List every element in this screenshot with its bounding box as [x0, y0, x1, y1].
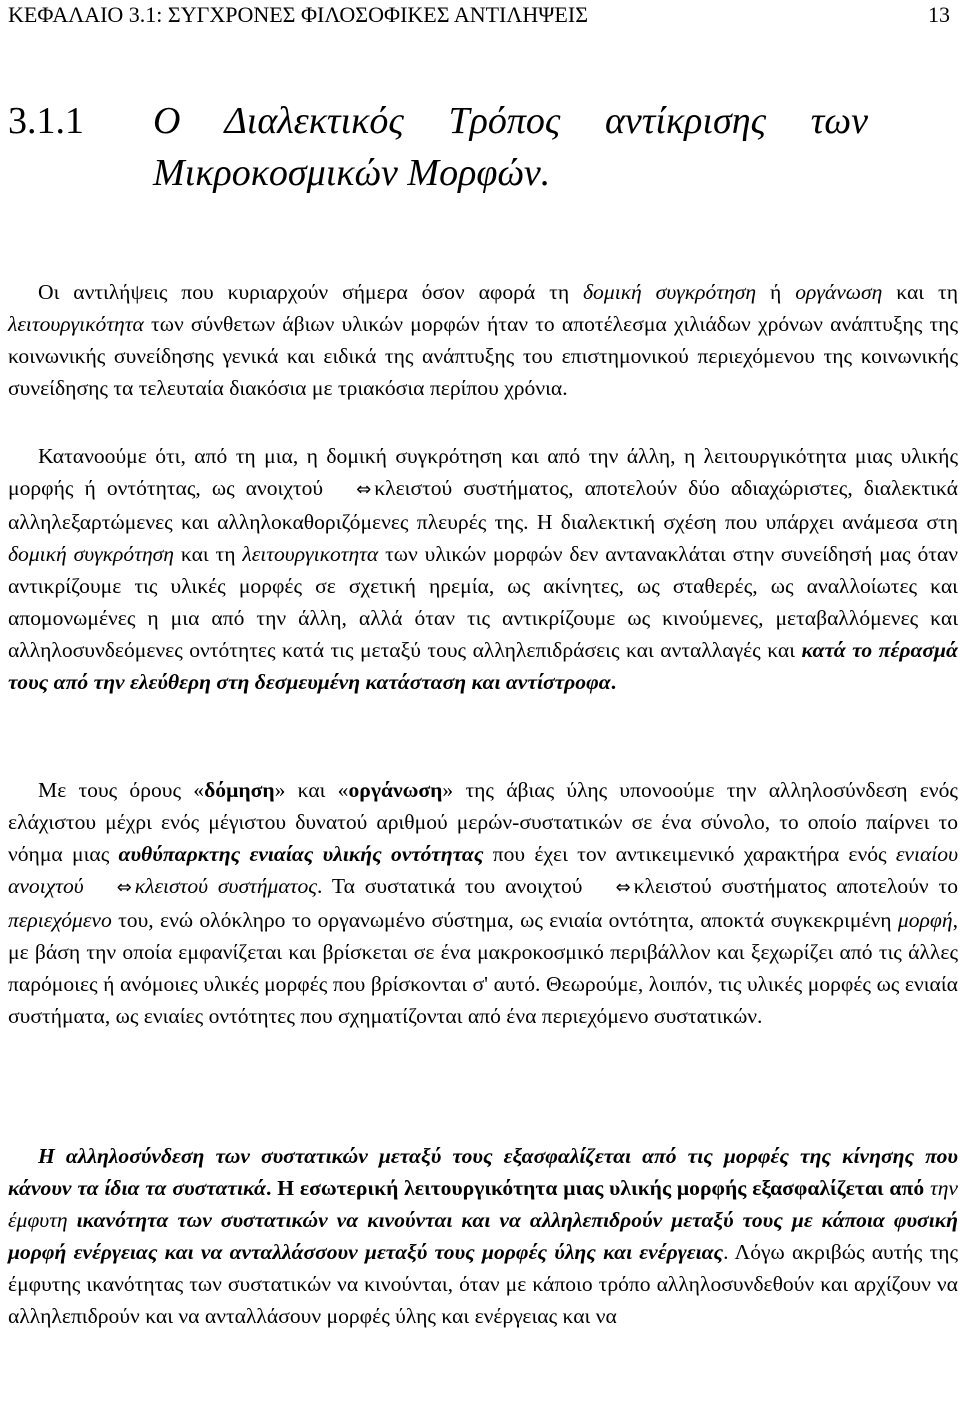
- paragraph-text: [8, 1140, 958, 1332]
- section-title-line-1: Ο Διαλεκτικός Τρόπος αντίκρισης των: [153, 100, 868, 142]
- paragraph-text: [8, 774, 958, 1032]
- italic-term: δομική συγκρότηση: [583, 280, 757, 304]
- text-run: των σύνθετων άβιων υλικών μορφών ήταν το αποτέλεσμα χιλιάδων χρόνων ανάπτυξης της κοινωνικής συνείδησης γενικά και ειδικά της ανάπτυξης του επιστημονικού περιεχόμενου της κοινωνικής συνείδησης τα τελευταία διακόσια με τριακόσια περίπου χρόνια.: [8, 312, 958, 400]
- bold-term: οργάνωση: [348, 778, 443, 802]
- double-arrow-icon: ⇔: [615, 877, 631, 898]
- page-number: 13: [928, 2, 950, 27]
- text-run: που έχει τον αντικειμενικό χαρακτήρα ενός: [483, 842, 896, 866]
- paragraph-3: [8, 774, 958, 1032]
- text-run: Οι αντιλήψεις που κυριαρχούν σήμερα όσον αφορά τη: [38, 280, 584, 304]
- paragraph-1: [8, 276, 958, 404]
- italic-term: ενιαίου ανοιχτού: [8, 842, 958, 898]
- text-run: , με βάση την οποία εμφανίζεται και βρίσκεται σε ένα μακροκοσμικό περιβάλλον και ξεχωρίζει από τις άλλες παρόμοιες ή ανόμοιες υλικές μορφές που βρίσκονται σ' αυτό. Θεωρούμε, λοιπόν, τις υλικές μορφές ως ενιαία συστήματα, ως ενιαίες οντότητες που σχηματίζονται από ένα περιεχόμενο συστατικών.: [8, 908, 958, 1028]
- italic-term: οργάνωση: [795, 280, 883, 304]
- text-run: Κατανοούμε ότι, από τη μια, η δομική συγκρότηση και από την άλλη, η λειτουργικότητα μιας υλικής μορφής ή οντότητας, ως ανοιχτού: [8, 444, 958, 500]
- text-run: .: [266, 1176, 278, 1200]
- text-run: κλειστού συστήματος αποτελούν το: [633, 874, 958, 898]
- italic-term: την έμφυτη: [8, 1176, 958, 1232]
- text-run: και τη: [882, 280, 958, 304]
- bold-term: δόμηση: [204, 778, 275, 802]
- bold-italic-phrase: Η αλληλοσύνδεση των συστατικών μεταξύ τους εξασφαλίζεται από τις μορφές της κίνησης που κάνουν τα ίδια τα συστατικά: [8, 1144, 958, 1200]
- text-run: » της άβιας ύλης υπονοούμε την αλληλοσύνδεση ενός ελάχιστου μέχρι ενός μέγιστου δυνατού αριθμού μερών-συστατικών σε ένα σύνολο, το οποίο παίρνει το νόημα μιας: [8, 778, 958, 866]
- text-run: ή: [756, 280, 796, 304]
- paragraph-text: [8, 440, 958, 698]
- bold-italic-phrase: αυθύπαρκτης ενιαίας υλικής οντότητας: [118, 842, 484, 866]
- double-arrow-icon: ⇔: [356, 479, 372, 500]
- text-run: . Τα συστατικά του ανοιχτού: [317, 874, 583, 898]
- text-run: » και «: [274, 778, 349, 802]
- running-header: [8, 0, 952, 30]
- paragraph-text: [8, 276, 958, 404]
- chapter-title: ΚΕΦΑΛΑΙΟ 3.1: ΣΥΓΧΡΟΝΕΣ ΦΙΛΟΣΟΦΙΚΕΣ ΑΝΤΙΛΗΨΕΙΣ: [8, 2, 589, 27]
- bold-phrase: Η εσωτερική λειτουργικότητα μιας υλικής μορφής εξασφαλίζεται από: [277, 1176, 925, 1200]
- bold-italic-phrase: ικανότητα των συστατικών να κινούνται και να αλληλεπιδρούν μεταξύ τους με κάποια φυσική μορφή ενέργειας και να ανταλλάσσουν μεταξύ τους μορφές ύλης και ενέργειας: [8, 1208, 958, 1264]
- italic-term: κλειστού συστήματος: [134, 874, 318, 898]
- section-title-line-2: Μικροκοσμικών Μορφών.: [153, 152, 551, 194]
- italic-term: λειτουργικοτητα: [242, 542, 379, 566]
- italic-term: δομική συγκρότηση: [8, 542, 175, 566]
- section-number: 3.1.1: [8, 100, 84, 142]
- text-run: κλειστού συστήματος, αποτελούν δύο αδιαχώριστες, διαλεκτικά αλληλεξαρτώμενες και αλληλοκαθοριζόμενες πλευρές της. Η διαλεκτική σχέση που υπάρχει ανάμεσα στη: [8, 476, 958, 534]
- italic-term: περιεχόμενο: [8, 908, 112, 932]
- italic-term: μορφή: [897, 908, 953, 932]
- paragraph-2: [8, 440, 958, 698]
- bold-italic-phrase: κατά το πέρασμά τους από την ελεύθερη στη δεσμευμένη κατάσταση και αντίστροφα: [8, 638, 958, 694]
- text-run: του, ενώ ολόκληρο το οργανωμένο σύστημα, ως ενιαία οντότητα, αποκτά συγκεκριμένη: [111, 908, 898, 932]
- text-run: και τη: [174, 542, 243, 566]
- italic-term: λειτουργικότητα: [8, 312, 144, 336]
- text-run: . Λόγω ακριβώς αυτής της έμφυτης ικανότητας των συστατικών να κινούνται, όταν με κάποιο τρόπο αλληλοσυνδεθούν και αρχίζουν να αλληλεπιδρούν και να ανταλλάσουν μορφές ύλης και ενέργειας και να: [8, 1240, 958, 1328]
- paragraph-4: [8, 1140, 958, 1332]
- text-run: Με τους όρους «: [38, 778, 205, 802]
- text-run: .: [610, 670, 617, 694]
- text-run: των υλικών μορφών δεν αντανακλάται στην συνείδησή μας όταν αντικρίζουμε τις υλικές μορφές σε σχετική ηρεμία, ως ακίνητες, ως σταθερές, ως αναλλοίωτες και απομονωμένες η μια από την άλλη, αλλά όταν τις αντικρίζουμε ως κινούμενες, μεταβαλλόμενες και αλληλοσυνδεόμενες οντότητες κατά τις μεταξύ τους αλληλεπιδράσεις και ανταλλαγές και: [8, 542, 958, 662]
- double-arrow-icon: ⇔: [116, 877, 132, 898]
